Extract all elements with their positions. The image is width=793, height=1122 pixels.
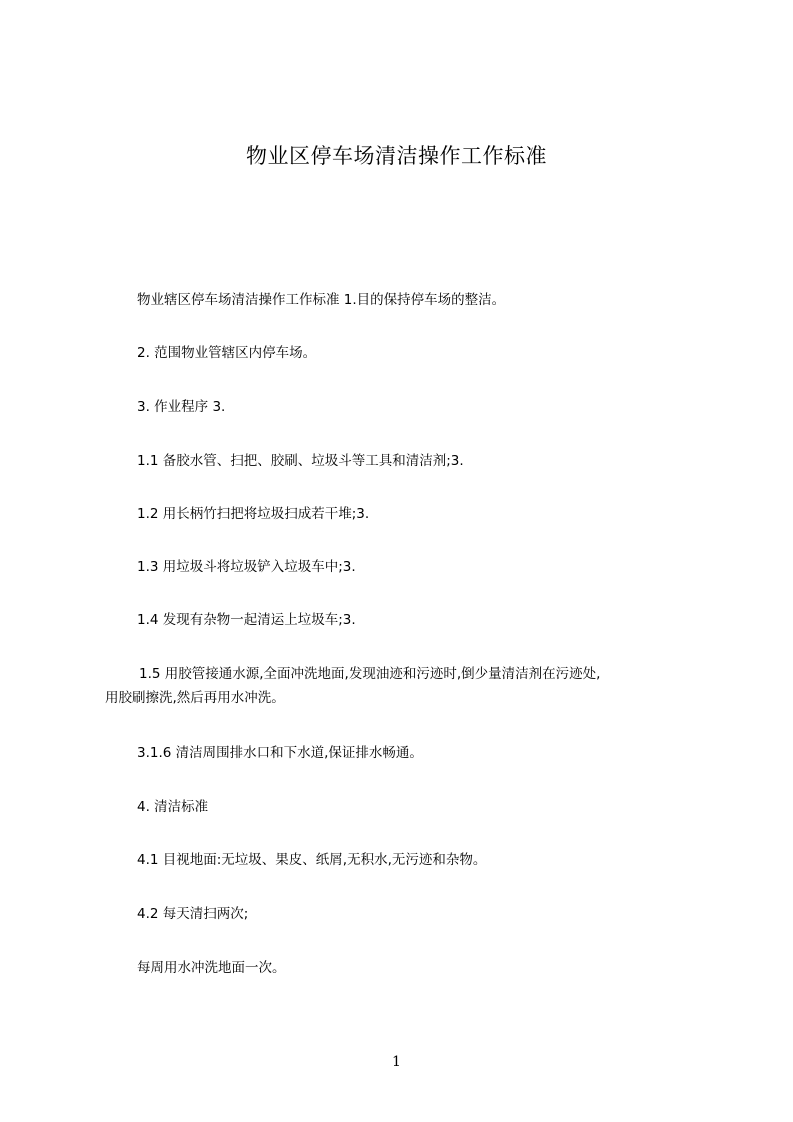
- paragraph-step-1-4: 1.4 发现有杂物一起清运上垃圾车;3.: [137, 612, 356, 628]
- paragraph-step-1-2: 1.2 用长柄竹扫把将垃圾扫成若干堆;3.: [137, 506, 370, 522]
- paragraph-step-1-5-line-2: 用胶刷擦洗,然后再用水冲洗。: [105, 690, 285, 706]
- paragraph-procedure-heading: 3. 作业程序 3.: [137, 399, 226, 415]
- paragraph-scope: 2. 范围物业管辖区内停车场。: [137, 345, 317, 361]
- paragraph-step-1-3: 1.3 用垃圾斗将垃圾铲入垃圾车中;3.: [137, 559, 356, 575]
- paragraph-standard-4-2: 4.2 每天清扫两次;: [137, 906, 249, 922]
- paragraph-step-1-1: 1.1 备胶水管、扫把、胶刷、垃圾斗等工具和清洁剂;3.: [137, 453, 464, 469]
- paragraph-weekly-wash: 每周用水冲洗地面一次。: [137, 960, 286, 976]
- page-number: 1: [392, 1054, 401, 1070]
- paragraph-standards-heading: 4. 清洁标准: [137, 799, 209, 815]
- paragraph-purpose: 物业辖区停车场清洁操作工作标准 1.目的保持停车场的整洁。: [137, 292, 506, 308]
- paragraph-standard-4-1: 4.1 目视地面:无垃圾、果皮、纸屑,无积水,无污迹和杂物。: [137, 852, 487, 868]
- paragraph-step-1-6: 3.1.6 清洁周围排水口和下水道,保证排水畅通。: [137, 745, 423, 761]
- paragraph-step-1-5-line-1: 1.5 用胶管接通水源,全面冲洗地面,发现油迹和污迹时,倒少量清洁剂在污迹处,: [139, 666, 601, 682]
- document-title: 物业区停车场清洁操作工作标准: [246, 144, 547, 168]
- paragraph-step-1-5: [105, 662, 705, 710]
